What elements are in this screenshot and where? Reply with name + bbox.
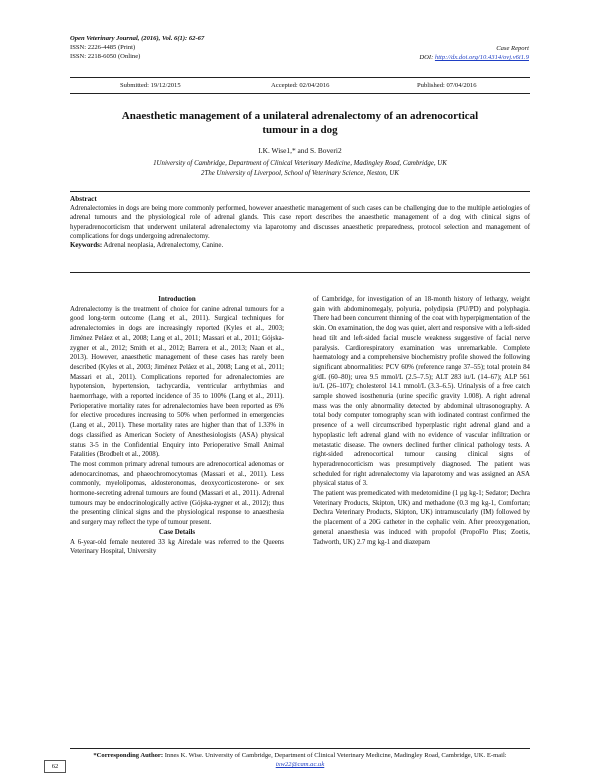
affiliation-2: 2The University of Liverpool, School of Veterinary Science, Neston, UK <box>201 169 399 177</box>
affiliations <box>70 159 530 178</box>
doi-line <box>419 53 529 62</box>
doi-link[interactable]: http://dx.doi.org/10.4314/ovj.v6i1.9 <box>434 54 529 62</box>
abstract-box <box>70 191 530 273</box>
footnote-label: *Corresponding Author: <box>93 752 164 759</box>
keywords-line <box>70 241 530 250</box>
case-details-heading: Case Details <box>158 528 196 536</box>
title-line-2: tumour in a dog <box>262 124 338 136</box>
case-paragraph-3: The patient was premedicated with medetomidine (1 µg kg-1; Sedator; Dechra Veterinary Products, Skipton, UK) and methadone (0.3 mg kg-1, Comfortan; Dechra Veterinary Products, Skipton, UK) intramuscularly (IM) followed by the placement of a 20G catheter in the cephalic vein. After preoxygenation, general anaesthesia was induced with propofol (PropoFlo Plus; Zoetis, Tadworth, UK) 2.7 mg kg-1 and diazepam <box>313 490 530 546</box>
journal-header <box>70 34 204 62</box>
authors: I.K. Wise1,* and S. Boveri2 <box>258 146 342 155</box>
corresponding-author-footnote <box>70 748 530 769</box>
abstract-heading: Abstract <box>70 195 97 203</box>
date-row <box>70 82 530 92</box>
case-paragraph-1: A 6-year-old female neutered 33 kg Airedale was referred to the Queens Veterinary Hospital, University <box>70 538 284 556</box>
intro-paragraph-1: Adrenalectomy is the treatment of choice for canine adrenal tumours for a good long-term outcome (Lang et al., 2011). Surgical techniques for adrenalectomies in dogs are increasingly reported (Kyles et al., 2003; Jiménez Peláez et al., 2008; Lang et al., 2011; Massari et al., 2011; Gójska-zygner et al., 2012; Smith et al., 2012; Barrera et al., 2013; Naan et al., 2013). However, anaesthetic management of these cases has rarely been described (Kyles et al., 2003; Jiménez Peláez et al., 2008; Lang et al., 2011; Massari et al., 2011). Complications reported for adrenalectomies are hypotension, hypertension, tachycardia, ventricular arrhythmias and haemorrhage, with a reported incidence of 35 to 100% (Lang et al., 2011). Perioperative mortality rates for adrenalectomies have been reported as 6% for elective procedures increasing to 50% when performed in emergencies (Lang et al., 2011). These mortality rates are higher than that of 1.33% in dogs classified as American Society of Anesthesiologists (ASA) physical status 3-5 in the Confidential Enquiry into Perioperative Small Animal Fatalities (Brodbelt et al., 2008). <box>70 305 284 459</box>
footnote-text: Innes K. Wise. University of Cambridge, Department of Clinical Veterinary Medicine, Madingley Road, Cambridge, UK. E-mail: <box>164 752 507 759</box>
intro-paragraph-2: The most common primary adrenal tumours are adrenocortical adenomas or adenocarcinomas, and phaeochromocytomas (Massari et al., 2011). Less commonly, myelolipomas, aldosteronomas, deoxycorticosterone- or sex hormone-secreting adrenal tumours are found (Massari et al., 2011). Adrenal tumours may be endocrinologically active (Gójska-zygner et al., 2012); thus the presenting clinical signs and the physiological response to anaesthesia and surgery may reflect the type of tumour present. <box>70 460 284 527</box>
affiliation-1: 1University of Cambridge, Department of Clinical Veterinary Medicine, Madingley Road, Cambridge, UK <box>153 160 447 167</box>
left-column <box>70 295 284 557</box>
submitted-date: Submitted: 19/12/2015 <box>120 82 181 89</box>
page-number: 62 <box>44 760 66 773</box>
title-line-1: Anaesthetic management of a unilateral adrenalectomy of an adrenocortical <box>121 110 479 122</box>
header-rule-top <box>70 77 530 78</box>
article-info <box>419 44 529 63</box>
accepted-date: Accepted: 02/04/2016 <box>271 82 330 89</box>
introduction-heading: Introduction <box>158 296 196 303</box>
keywords: Adrenal neoplasia, Adrenalectomy, Canine. <box>103 242 224 250</box>
issn-print: ISSN: 2226-4485 (Print) <box>70 44 136 52</box>
author-email-link[interactable]: ixw22@cam.ac.uk <box>275 761 325 768</box>
article-type: Case Report <box>496 45 529 52</box>
journal-name: Open Veterinary Journal, (2016), Vol. 6(1): 62-67 <box>70 35 205 42</box>
issn-online: ISSN: 2218-6050 (Online) <box>70 53 141 61</box>
keywords-label: Keywords: <box>70 242 103 250</box>
article-title <box>70 109 530 137</box>
header-rule-bottom <box>70 93 530 94</box>
published-date: Published: 07/04/2016 <box>417 82 477 89</box>
abstract-text: Adrenalectomies in dogs are being more commonly performed, however anaesthetic management of such cases can be challenging due to the multiple aetiologies of adrenal tumours and the physiological role of adrenal glands. This case report describes the anaesthetic management of a dog with clinical signs of hyperadrenocorticism that underwent unilateral adrenalectomy via laparotomy and discusses anaesthetic preparedness, protocol selection and management of complications for dogs undergoing adrenalectomy. <box>70 205 530 240</box>
right-column <box>313 295 530 547</box>
case-paragraph-2: of Cambridge, for investigation of an 18-month history of lethargy, weight gain with abdominomegaly, polyuria, polydipsia (PU/PD) and polyphagia. There had been concurrent thinning of the coat with hyperpigmentation of the skin. On examination, the dog was quiet, alert and responsive with a left-sided head tilt and left-sided facial muscle weakness suggestive of facial nerve paralysis. Cardiorespiratory examination was unremarkable. Complete haematology and a comprehensive biochemistry profile showed the following significant abnormalities: PCV 60% (reference range 37–55); total protein 84 g/dL (60–80); urea 9.5 mmol/L (2.5–7.5); ALT 283 iu/L (14–67); ALP 561 iu/L (26–107); cholesterol 14.1 mmol/L (3.3–6.5). Urinalysis of a free catch sample showed isosthenuria (urine specific gravity 1.008). A right adrenal mass was the only abnormality detected by abdominal ultrasonography. A total body computer tomography scan with iodinated contrast confirmed the presence of a well circumscribed hyperplastic right adrenal gland and a hypoplastic left adrenal gland with no evidence of vascular infiltration or metastatic disease. The owners declined further clinical pathology tests. A right-sided adrenocortical tumour causing clinical signs of hyperadrenocorticism was presumptively diagnosed. The patient was scheduled for right adrenalectomy via laparotomy and was assigned an ASA physical status of 3. <box>313 296 530 488</box>
doi-label: DOI: <box>419 54 434 62</box>
